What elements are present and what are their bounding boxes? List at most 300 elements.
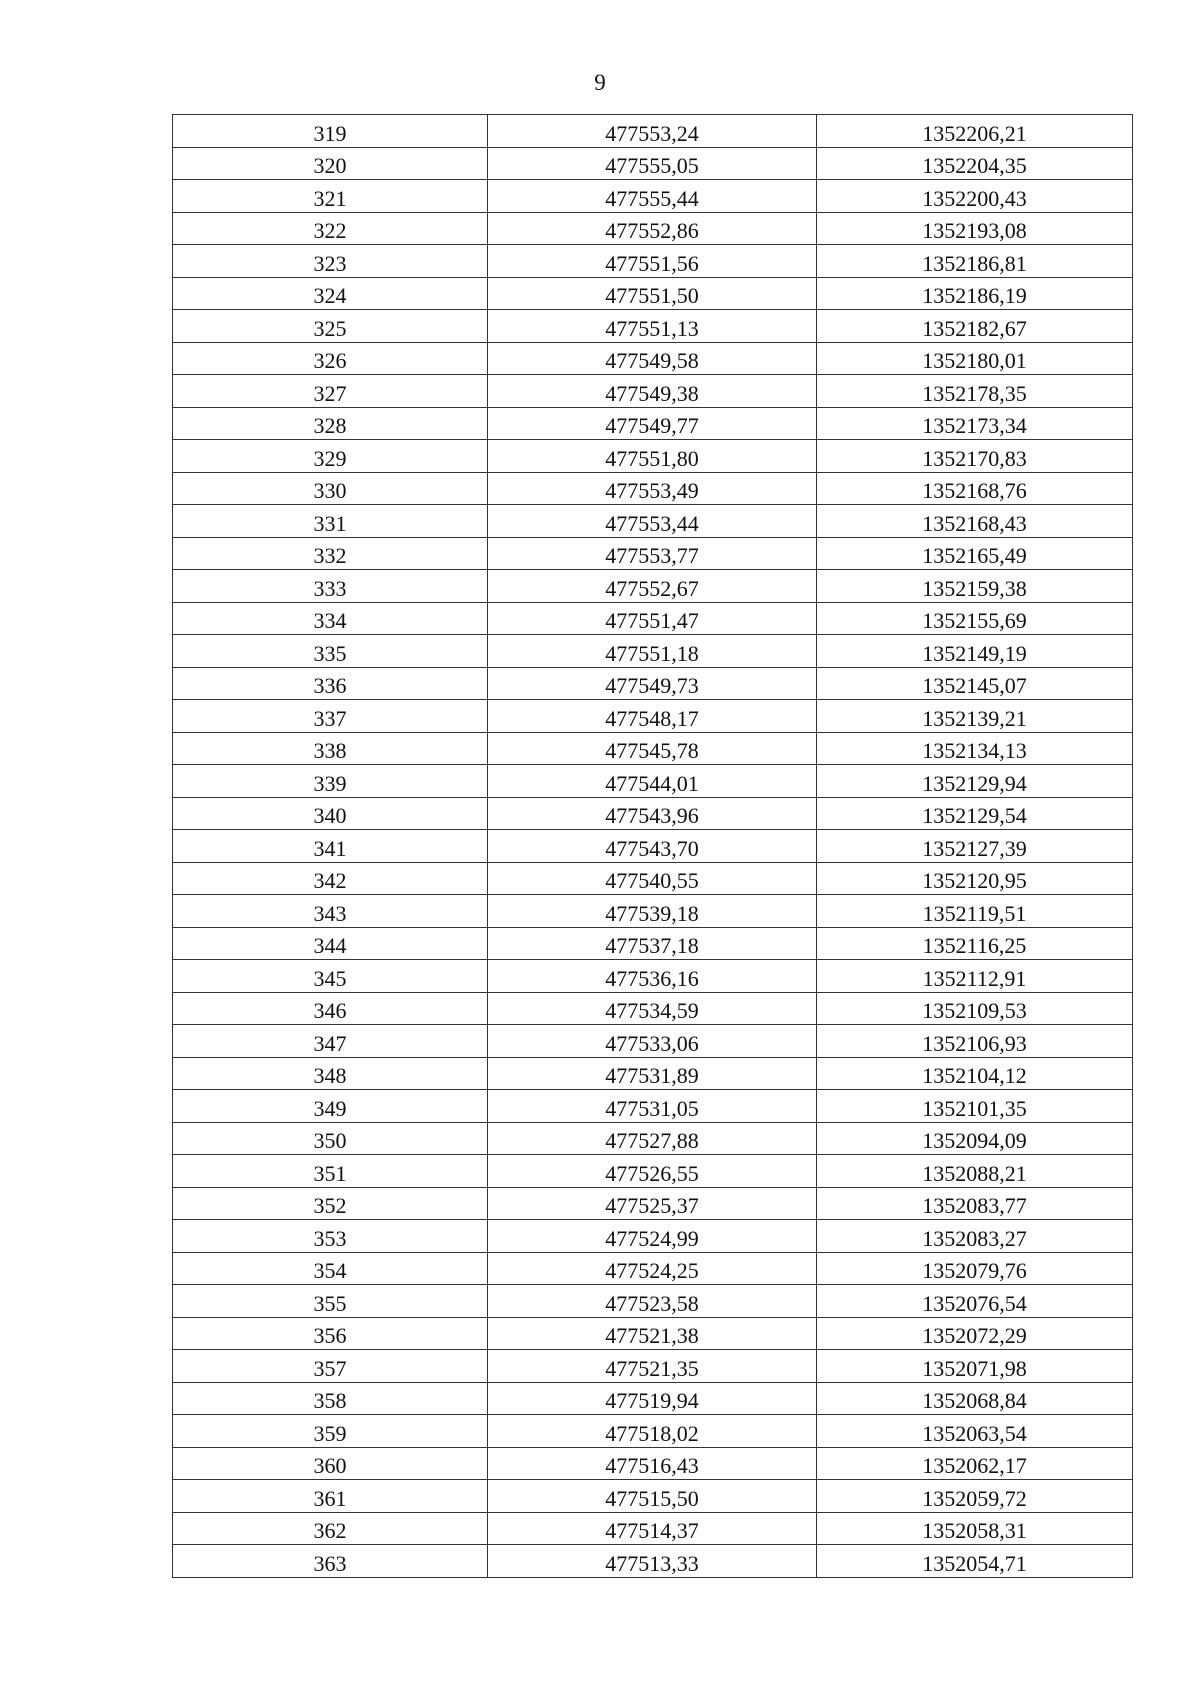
- y-coordinate-cell: [817, 1350, 1133, 1383]
- x-coordinate-cell-text: 477515,50: [605, 1485, 699, 1511]
- table-row: [173, 310, 1133, 343]
- x-coordinate-cell: [488, 830, 817, 863]
- table-row: [173, 440, 1133, 473]
- point-number-cell: [173, 505, 488, 538]
- x-coordinate-cell-text: 477523,58: [605, 1290, 699, 1316]
- x-coordinate-cell: [488, 342, 817, 375]
- point-number-cell-text: 353: [313, 1225, 347, 1251]
- point-number-cell-text: 354: [313, 1258, 347, 1283]
- table-row: [173, 1187, 1133, 1220]
- x-coordinate-cell-text: 477549,38: [605, 380, 699, 406]
- point-number-cell: [173, 1447, 488, 1480]
- x-coordinate-cell-text: 477539,18: [605, 900, 699, 926]
- x-coordinate-cell-text: 477551,13: [605, 315, 699, 341]
- y-coordinate-cell: [817, 245, 1133, 278]
- y-coordinate-cell: [817, 1122, 1133, 1155]
- y-coordinate-cell: [817, 277, 1133, 310]
- point-number-cell: [173, 1382, 488, 1415]
- y-coordinate-cell-text: 1352186,19: [922, 283, 1027, 308]
- table-row: [173, 602, 1133, 635]
- point-number-cell: [173, 440, 488, 473]
- y-coordinate-cell: [817, 1155, 1133, 1188]
- point-number-cell-text: 360: [313, 1453, 347, 1478]
- y-coordinate-cell-text: 1352200,43: [922, 185, 1027, 211]
- x-coordinate-cell: [488, 1285, 817, 1318]
- page-number: 9: [594, 70, 606, 95]
- point-number-cell: [173, 245, 488, 278]
- y-coordinate-cell: [817, 1057, 1133, 1090]
- y-coordinate-cell: [817, 1447, 1133, 1480]
- y-coordinate-cell: [817, 570, 1133, 603]
- y-coordinate-cell-text: 1352180,01: [922, 348, 1027, 373]
- point-number-cell-text: 338: [313, 738, 347, 763]
- y-coordinate-cell: [817, 1382, 1133, 1415]
- table-row: [173, 180, 1133, 213]
- point-number-cell: [173, 1285, 488, 1318]
- point-number-cell: [173, 700, 488, 733]
- table-row: [173, 1220, 1133, 1253]
- point-number-cell-text: 358: [313, 1388, 347, 1413]
- point-number-cell: [173, 277, 488, 310]
- point-number-cell-text: 333: [313, 575, 347, 601]
- y-coordinate-cell-text: 1352059,72: [922, 1485, 1027, 1511]
- point-number-cell-text: 343: [313, 900, 347, 926]
- point-number-cell-text: 322: [313, 218, 347, 243]
- point-number-cell-text: 323: [313, 250, 347, 276]
- x-coordinate-cell: [488, 375, 817, 408]
- point-number-cell-text: 324: [313, 283, 347, 308]
- x-coordinate-cell: [488, 960, 817, 993]
- y-coordinate-cell: [817, 1252, 1133, 1285]
- point-number-cell: [173, 1155, 488, 1188]
- y-coordinate-cell: [817, 602, 1133, 635]
- x-coordinate-cell: [488, 1350, 817, 1383]
- table-row: [173, 1155, 1133, 1188]
- point-number-cell: [173, 375, 488, 408]
- x-coordinate-cell: [488, 1317, 817, 1350]
- y-coordinate-cell: [817, 1512, 1133, 1545]
- point-number-cell-text: 347: [313, 1030, 347, 1056]
- y-coordinate-cell: [817, 1480, 1133, 1513]
- table-row: [173, 700, 1133, 733]
- x-coordinate-cell-text: 477555,44: [605, 185, 699, 211]
- coordinates-table: [172, 114, 1133, 1578]
- point-number-cell: [173, 862, 488, 895]
- point-number-cell: [173, 147, 488, 180]
- y-coordinate-cell-text: 1352182,67: [922, 315, 1027, 341]
- table-row: [173, 147, 1133, 180]
- table-row: [173, 960, 1133, 993]
- x-coordinate-cell: [488, 1447, 817, 1480]
- point-number-cell: [173, 797, 488, 830]
- x-coordinate-cell-text: 477549,58: [605, 348, 699, 373]
- table-row: [173, 765, 1133, 798]
- table-row: [173, 570, 1133, 603]
- x-coordinate-cell-text: 477524,99: [605, 1225, 699, 1251]
- y-coordinate-cell: [817, 1317, 1133, 1350]
- x-coordinate-cell-text: 477531,89: [605, 1063, 699, 1088]
- point-number-cell: [173, 1057, 488, 1090]
- y-coordinate-cell: [817, 115, 1133, 148]
- y-coordinate-cell-text: 1352079,76: [922, 1258, 1027, 1283]
- x-coordinate-cell: [488, 245, 817, 278]
- x-coordinate-cell-text: 477537,18: [605, 933, 699, 958]
- x-coordinate-cell: [488, 147, 817, 180]
- x-coordinate-cell-text: 477553,24: [605, 120, 699, 146]
- y-coordinate-cell: [817, 927, 1133, 960]
- point-number-cell-text: 320: [313, 153, 347, 178]
- y-coordinate-cell-text: 1352204,35: [922, 153, 1027, 178]
- table-row: [173, 732, 1133, 765]
- y-coordinate-cell-text: 1352054,71: [922, 1550, 1027, 1576]
- y-coordinate-cell: [817, 797, 1133, 830]
- y-coordinate-cell-text: 1352168,76: [922, 478, 1027, 503]
- y-coordinate-cell: [817, 830, 1133, 863]
- x-coordinate-cell-text: 477551,18: [605, 640, 699, 666]
- point-number-cell-text: 326: [313, 348, 347, 373]
- x-coordinate-cell-text: 477534,59: [605, 998, 699, 1023]
- y-coordinate-cell: [817, 862, 1133, 895]
- x-coordinate-cell: [488, 537, 817, 570]
- x-coordinate-cell-text: 477544,01: [605, 770, 699, 796]
- y-coordinate-cell: [817, 1090, 1133, 1123]
- y-coordinate-cell-text: 1352134,13: [922, 738, 1027, 763]
- y-coordinate-cell: [817, 1545, 1133, 1578]
- table-row: [173, 1350, 1133, 1383]
- x-coordinate-cell-text: 477543,96: [605, 803, 699, 828]
- table-row: [173, 1447, 1133, 1480]
- x-coordinate-cell-text: 477521,38: [605, 1323, 699, 1348]
- x-coordinate-cell-text: 477551,80: [605, 445, 699, 471]
- x-coordinate-cell-text: 477519,94: [605, 1388, 699, 1413]
- point-number-cell: [173, 602, 488, 635]
- x-coordinate-cell-text: 477513,33: [605, 1550, 699, 1576]
- x-coordinate-cell: [488, 765, 817, 798]
- x-coordinate-cell: [488, 570, 817, 603]
- point-number-cell: [173, 830, 488, 863]
- point-number-cell: [173, 180, 488, 213]
- y-coordinate-cell-text: 1352139,21: [922, 705, 1027, 731]
- x-coordinate-cell: [488, 440, 817, 473]
- x-coordinate-cell: [488, 1545, 817, 1578]
- table-row: [173, 1057, 1133, 1090]
- y-coordinate-cell: [817, 472, 1133, 505]
- x-coordinate-cell: [488, 732, 817, 765]
- point-number-cell: [173, 992, 488, 1025]
- point-number-cell-text: 330: [313, 478, 347, 503]
- y-coordinate-cell: [817, 440, 1133, 473]
- y-coordinate-cell: [817, 537, 1133, 570]
- point-number-cell: [173, 765, 488, 798]
- x-coordinate-cell: [488, 667, 817, 700]
- x-coordinate-cell-text: 477545,78: [605, 738, 699, 763]
- point-number-cell-text: 337: [313, 705, 347, 731]
- point-number-cell-text: 340: [313, 803, 347, 828]
- y-coordinate-cell: [817, 1415, 1133, 1448]
- point-number-cell-text: 346: [313, 998, 347, 1023]
- y-coordinate-cell: [817, 960, 1133, 993]
- table-row: [173, 992, 1133, 1025]
- x-coordinate-cell: [488, 700, 817, 733]
- y-coordinate-cell-text: 1352120,95: [922, 868, 1027, 893]
- y-coordinate-cell: [817, 212, 1133, 245]
- y-coordinate-cell-text: 1352101,35: [922, 1095, 1027, 1121]
- y-coordinate-cell-text: 1352170,83: [922, 445, 1027, 471]
- x-coordinate-cell-text: 477549,77: [605, 413, 699, 438]
- y-coordinate-cell-text: 1352063,54: [922, 1420, 1027, 1446]
- x-coordinate-cell-text: 477518,02: [605, 1420, 699, 1446]
- x-coordinate-cell: [488, 1252, 817, 1285]
- point-number-cell: [173, 115, 488, 148]
- point-number-cell-text: 350: [313, 1128, 347, 1153]
- point-number-cell: [173, 537, 488, 570]
- y-coordinate-cell: [817, 765, 1133, 798]
- table-row: [173, 862, 1133, 895]
- point-number-cell-text: 359: [313, 1420, 347, 1446]
- x-coordinate-cell-text: 477551,47: [605, 608, 699, 633]
- y-coordinate-cell-text: 1352083,77: [922, 1193, 1027, 1218]
- point-number-cell-text: 339: [313, 770, 347, 796]
- x-coordinate-cell: [488, 1220, 817, 1253]
- point-number-cell: [173, 960, 488, 993]
- x-coordinate-cell: [488, 180, 817, 213]
- table-row: [173, 537, 1133, 570]
- y-coordinate-cell-text: 1352071,98: [922, 1355, 1027, 1381]
- table-row: [173, 277, 1133, 310]
- point-number-cell-text: 329: [313, 445, 347, 471]
- point-number-cell-text: 336: [313, 673, 347, 698]
- y-coordinate-cell-text: 1352104,12: [922, 1063, 1027, 1088]
- point-number-cell: [173, 1122, 488, 1155]
- y-coordinate-cell-text: 1352165,49: [922, 543, 1027, 568]
- x-coordinate-cell: [488, 115, 817, 148]
- y-coordinate-cell: [817, 310, 1133, 343]
- point-number-cell-text: 344: [313, 933, 347, 958]
- x-coordinate-cell-text: 477552,86: [605, 218, 699, 243]
- point-number-cell: [173, 895, 488, 928]
- point-number-cell-text: 328: [313, 413, 347, 438]
- point-number-cell-text: 335: [313, 640, 347, 666]
- point-number-cell: [173, 1350, 488, 1383]
- point-number-cell-text: 349: [313, 1095, 347, 1121]
- x-coordinate-cell: [488, 407, 817, 440]
- x-coordinate-cell: [488, 1057, 817, 1090]
- y-coordinate-cell: [817, 375, 1133, 408]
- x-coordinate-cell: [488, 992, 817, 1025]
- x-coordinate-cell-text: 477553,49: [605, 478, 699, 503]
- point-number-cell: [173, 570, 488, 603]
- x-coordinate-cell: [488, 895, 817, 928]
- x-coordinate-cell: [488, 1025, 817, 1058]
- x-coordinate-cell: [488, 310, 817, 343]
- x-coordinate-cell: [488, 1155, 817, 1188]
- point-number-cell: [173, 310, 488, 343]
- x-coordinate-cell: [488, 797, 817, 830]
- point-number-cell-text: 332: [313, 543, 347, 568]
- x-coordinate-cell-text: 477553,44: [605, 510, 699, 536]
- point-number-cell-text: 348: [313, 1063, 347, 1088]
- x-coordinate-cell-text: 477516,43: [605, 1453, 699, 1478]
- y-coordinate-cell: [817, 667, 1133, 700]
- y-coordinate-cell: [817, 1187, 1133, 1220]
- point-number-cell-text: 342: [313, 868, 347, 893]
- point-number-cell: [173, 1025, 488, 1058]
- point-number-cell-text: 319: [313, 120, 347, 146]
- y-coordinate-cell-text: 1352159,38: [922, 575, 1027, 601]
- y-coordinate-cell-text: 1352155,69: [922, 608, 1027, 633]
- table-row: [173, 1252, 1133, 1285]
- point-number-cell-text: 351: [313, 1160, 347, 1186]
- point-number-cell: [173, 635, 488, 668]
- point-number-cell: [173, 1090, 488, 1123]
- x-coordinate-cell: [488, 1122, 817, 1155]
- point-number-cell: [173, 212, 488, 245]
- table-row: [173, 407, 1133, 440]
- y-coordinate-cell-text: 1352062,17: [922, 1453, 1027, 1478]
- x-coordinate-cell-text: 477524,25: [605, 1258, 699, 1283]
- y-coordinate-cell-text: 1352168,43: [922, 510, 1027, 536]
- x-coordinate-cell-text: 477531,05: [605, 1095, 699, 1121]
- table-row: [173, 115, 1133, 148]
- y-coordinate-cell-text: 1352129,54: [922, 803, 1027, 828]
- y-coordinate-cell: [817, 635, 1133, 668]
- table-row: [173, 1480, 1133, 1513]
- x-coordinate-cell-text: 477527,88: [605, 1128, 699, 1153]
- x-coordinate-cell: [488, 277, 817, 310]
- point-number-cell: [173, 1480, 488, 1513]
- x-coordinate-cell-text: 477526,55: [605, 1160, 699, 1186]
- y-coordinate-cell-text: 1352178,35: [922, 380, 1027, 406]
- point-number-cell: [173, 1220, 488, 1253]
- x-coordinate-cell-text: 477514,37: [605, 1518, 699, 1543]
- y-coordinate-cell-text: 1352106,93: [922, 1030, 1027, 1056]
- x-coordinate-cell: [488, 602, 817, 635]
- table-row: [173, 635, 1133, 668]
- point-number-cell-text: 345: [313, 965, 347, 991]
- x-coordinate-cell-text: 477543,70: [605, 835, 699, 861]
- y-coordinate-cell: [817, 505, 1133, 538]
- point-number-cell: [173, 342, 488, 375]
- x-coordinate-cell: [488, 505, 817, 538]
- y-coordinate-cell-text: 1352083,27: [922, 1225, 1027, 1251]
- point-number-cell-text: 334: [313, 608, 347, 633]
- x-coordinate-cell: [488, 1090, 817, 1123]
- x-coordinate-cell-text: 477553,77: [605, 543, 699, 568]
- y-coordinate-cell: [817, 342, 1133, 375]
- x-coordinate-cell: [488, 1415, 817, 1448]
- x-coordinate-cell: [488, 212, 817, 245]
- y-coordinate-cell-text: 1352116,25: [922, 933, 1027, 958]
- y-coordinate-cell-text: 1352193,08: [922, 218, 1027, 243]
- point-number-cell-text: 363: [313, 1550, 347, 1576]
- table-row: [173, 1545, 1133, 1578]
- point-number-cell-text: 327: [313, 380, 347, 406]
- point-number-cell-text: 362: [313, 1518, 347, 1543]
- point-number-cell: [173, 667, 488, 700]
- x-coordinate-cell-text: 477551,50: [605, 283, 699, 308]
- table-row: [173, 1415, 1133, 1448]
- y-coordinate-cell: [817, 147, 1133, 180]
- y-coordinate-cell-text: 1352109,53: [922, 998, 1027, 1023]
- x-coordinate-cell: [488, 472, 817, 505]
- point-number-cell-text: 357: [313, 1355, 347, 1381]
- x-coordinate-cell-text: 477540,55: [605, 868, 699, 893]
- table-row: [173, 895, 1133, 928]
- point-number-cell: [173, 1415, 488, 1448]
- x-coordinate-cell-text: 477549,73: [605, 673, 699, 698]
- table-row: [173, 1285, 1133, 1318]
- point-number-cell-text: 321: [313, 185, 347, 211]
- point-number-cell: [173, 1187, 488, 1220]
- point-number-cell: [173, 1317, 488, 1350]
- y-coordinate-cell-text: 1352119,51: [922, 900, 1027, 926]
- point-number-cell: [173, 1252, 488, 1285]
- table-row: [173, 1317, 1133, 1350]
- x-coordinate-cell-text: 477555,05: [605, 153, 699, 178]
- table-row: [173, 245, 1133, 278]
- x-coordinate-cell: [488, 1480, 817, 1513]
- y-coordinate-cell-text: 1352094,09: [922, 1128, 1027, 1153]
- y-coordinate-cell-text: 1352076,54: [922, 1290, 1027, 1316]
- table-row: [173, 212, 1133, 245]
- point-number-cell-text: 331: [313, 510, 347, 536]
- table-row: [173, 1025, 1133, 1058]
- x-coordinate-cell-text: 477521,35: [605, 1355, 699, 1381]
- table-row: [173, 342, 1133, 375]
- x-coordinate-cell: [488, 1512, 817, 1545]
- y-coordinate-cell-text: 1352088,21: [922, 1160, 1027, 1186]
- point-number-cell-text: 356: [313, 1323, 347, 1348]
- y-coordinate-cell-text: 1352149,19: [922, 640, 1027, 666]
- point-number-cell: [173, 1545, 488, 1578]
- x-coordinate-cell-text: 477533,06: [605, 1030, 699, 1056]
- y-coordinate-cell-text: 1352058,31: [922, 1518, 1027, 1543]
- point-number-cell-text: 361: [313, 1485, 347, 1511]
- y-coordinate-cell: [817, 992, 1133, 1025]
- y-coordinate-cell-text: 1352173,34: [922, 413, 1027, 438]
- y-coordinate-cell: [817, 1025, 1133, 1058]
- y-coordinate-cell-text: 1352186,81: [922, 250, 1027, 276]
- table-row: [173, 1382, 1133, 1415]
- x-coordinate-cell: [488, 1187, 817, 1220]
- table-row: [173, 830, 1133, 863]
- y-coordinate-cell-text: 1352206,21: [922, 120, 1027, 146]
- table-row: [173, 1090, 1133, 1123]
- y-coordinate-cell: [817, 895, 1133, 928]
- y-coordinate-cell-text: 1352112,91: [922, 965, 1027, 991]
- table-row: [173, 472, 1133, 505]
- x-coordinate-cell: [488, 635, 817, 668]
- point-number-cell: [173, 472, 488, 505]
- x-coordinate-cell-text: 477548,17: [605, 705, 699, 731]
- point-number-cell-text: 352: [313, 1193, 347, 1218]
- point-number-cell: [173, 1512, 488, 1545]
- point-number-cell-text: 325: [313, 315, 347, 341]
- x-coordinate-cell-text: 477525,37: [605, 1193, 699, 1218]
- x-coordinate-cell: [488, 862, 817, 895]
- point-number-cell: [173, 407, 488, 440]
- x-coordinate-cell-text: 477536,16: [605, 965, 699, 991]
- y-coordinate-cell: [817, 180, 1133, 213]
- x-coordinate-cell-text: 477552,67: [605, 575, 699, 601]
- table-row: [173, 797, 1133, 830]
- point-number-cell: [173, 927, 488, 960]
- table-row: [173, 1512, 1133, 1545]
- x-coordinate-cell: [488, 1382, 817, 1415]
- y-coordinate-cell-text: 1352127,39: [922, 835, 1027, 861]
- point-number-cell-text: 341: [313, 835, 347, 861]
- table-row: [173, 375, 1133, 408]
